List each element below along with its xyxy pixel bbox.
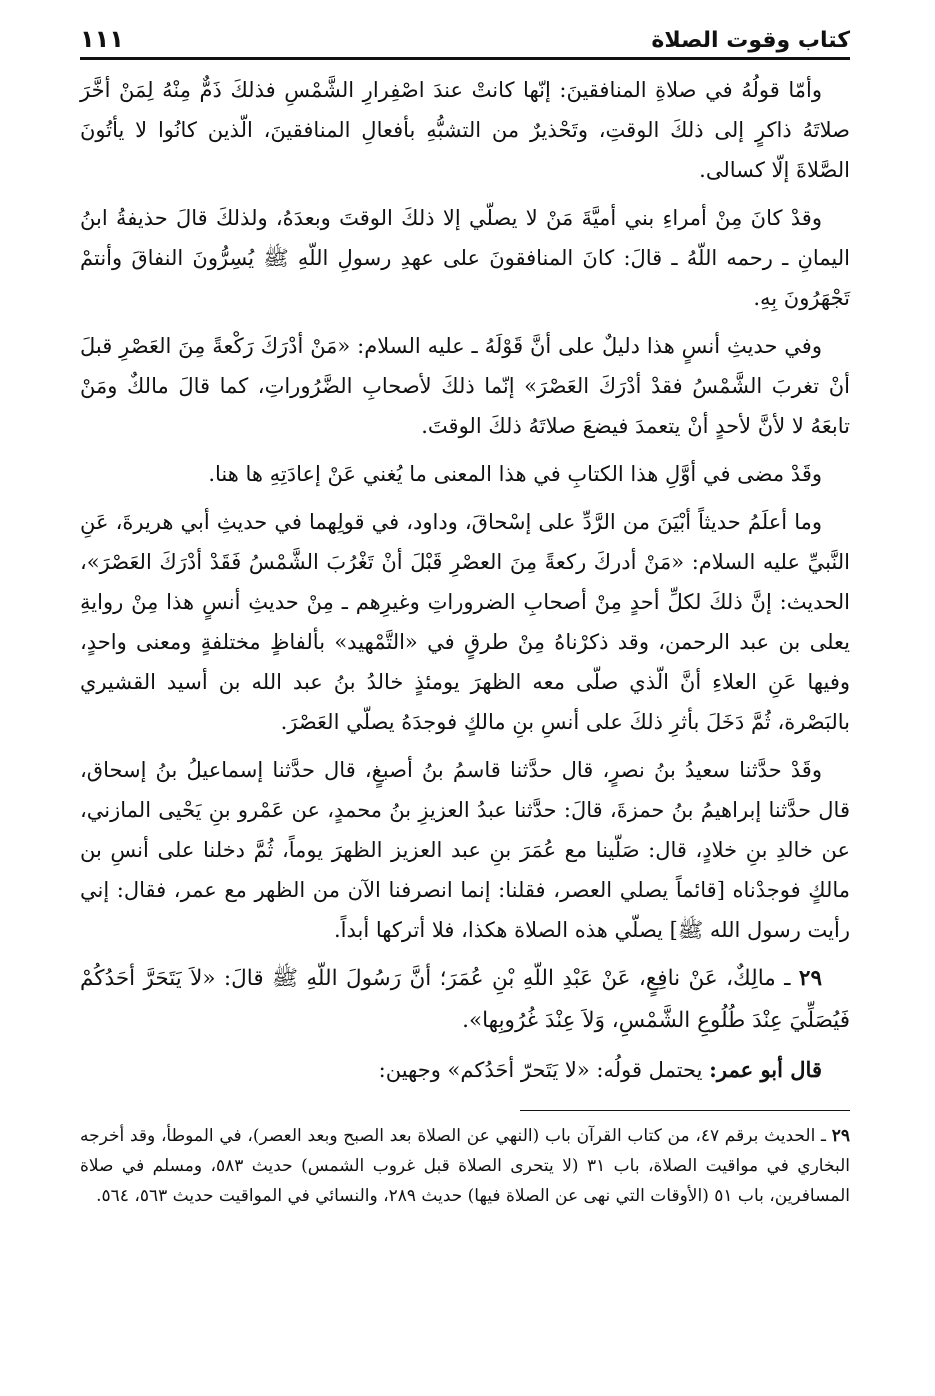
hadith-text (80, 958, 850, 1042)
commentary-speaker: قال أبو عمر: (709, 1057, 822, 1082)
paragraph: وقَدْ حدَّثنا سعيدُ بنُ نصرٍ، قال حدَّثنا قاسمُ بنُ أصبغٍ، قال حدَّثنا إسماعيلُ بنُ إسحاق، قال حدَّثنا إبراهيمُ بنُ حمزةَ، قالَ: حدَّثنا عبدُ العزيزِ بنُ محمدٍ، عن عَمْرو بنِ يَحْيى المازني، عن خالدِ بنِ خلادٍ، قال: صَلّينا مع عُمَرَ بنِ عبد العزيز الظهرَ يوماً، ثُمَّ دخلنا على أنسِ بن مالكٍ فوجدْناه [قائماً يصلي العصر، فقلنا: إنما انصرفنا الآن من الظهر مع عمر، فقال: إني رأيت رسول الله ﷺ] يصلّي هذه الصلاة هكذا، فلا أتركها أبداً. (80, 758, 850, 942)
commentary-text: يحتمل قولُه: «لا يَتَحرّ أحَدُكم» وجهين: (378, 1058, 703, 1082)
page-number: ١١١ (80, 25, 124, 53)
running-header (80, 22, 850, 60)
hadith-body: ـ مالِكٌ، عَنْ نافِعٍ، عَنْ عَبْدِ اللّهِ بْنِ عُمَرَ؛ أنَّ رَسُولَ اللّهِ ﷺ قالَ: «لاَ يَتَحَرَّ أحَدُكُمْ فَيُصَلِّيَ عِنْدَ طُلُوعِ الشَّمْسِ، وَلاَ عِنْدَ غُرُوبِها». (80, 966, 850, 1033)
paragraph: وقَدْ مضى في أوَّلِ هذا الكتابِ في هذا المعنى ما يُغني عَنْ إعادَتِهِ ها هنا. (208, 462, 822, 486)
footnote-number: ٢٩ (831, 1126, 851, 1146)
footnote-divider (520, 1110, 850, 1111)
paragraph: وقدْ كانَ مِنْ أمراءِ بني أميَّةَ مَنْ لا يصلّي إلا ذلكَ الوقتَ وبعدَهُ، ولذلكَ قالَ حذيفةُ ابنُ اليمانِ ـ رحمه اللّهُ ـ قالَ: كانَ المنافقونَ على عهدِ رسولِ اللّهِ ﷺ يُسِرُّونَ النفاقَ وأنتمْ تَجْهَرُونَ بِهِ. (80, 206, 850, 310)
paragraph: وما أعلَمُ حديثاً أبْيَنَ من الرَّدِّ على إسْحاقَ، وداود، في قولِهما في حديثِ أبي هريرةَ، عَنِ النَّبيِّ عليه السلام: «مَنْ أدركَ ركعةً مِنَ العصْرِ قَبْلَ أنْ تَغْرُبَ الشَّمْسُ فَقَدْ أدْرَكَ العَصْرَ»، الحديث: إنَّ ذلكَ لكلِّ أحدٍ مِنْ أصحابِ الضروراتِ وغيرِهم ـ مِنْ حديثِ أنسٍ هذا مِنْ روايةِ يعلى بن عبد الرحمن، وقد ذكرْناهُ مِنْ طرقٍ في «التَّمْهيد» بألفاظٍ مختلفةٍ ومعنى واحدٍ، وفيها عَنِ العلاءِ أنَّ الّذي صلّى معه الظهرَ يومئذٍ خالدُ بنُ عبد الله بن أسيد القشيري بالبَصْرة، ثُمَّ دَخَلَ بأثرِ ذلكَ على أنسِ بنِ مالكٍ فوجدَهُ يصلّي العَصْرَ. (80, 510, 850, 734)
book-title: كتاب وقوت الصلاة (651, 28, 850, 53)
footnote (80, 1121, 850, 1211)
main-text (80, 70, 850, 1090)
paragraph: وأمّا قولُهُ في صلاةِ المنافقينَ: إنّها كانتْ عندَ اصْفِرارِ الشَّمْسِ فذلكَ ذَمٌّ مِنْهُ لِمَنْ أخَّرَ صلاتَهُ ذاكرٍ إلى ذلكَ الوقتِ، وتَحْذيرٌ من التشبُّهِ بأفعالِ المنافقينَ، الّذين كانُوا لا يأتُونَ الصَّلاةَ إلّا كسالى. (80, 78, 850, 182)
footnotes (80, 1121, 850, 1211)
commentary-line (80, 1050, 850, 1090)
book-page (80, 22, 850, 1372)
paragraph: وفي حديثِ أنسٍ هذا دليلٌ على أنَّ قَوْلَهُ ـ عليه السلام: «مَنْ أدْرَكَ رَكْعةً مِنَ العَصْرِ قبلَ أنْ تغربَ الشَّمْسُ فقدْ أدْرَكَ العَصْرَ» إنّما ذلكَ لأصحابِ الضَّرُوراتِ، كما قالَ مالكٌ ومَنْ تابعَهُ لا لأنَّ لأحدٍ أنْ يتعمدَ فيضعَ صلاتَهُ ذلكَ الوقتَ. (80, 334, 850, 438)
footnote-text: ـ الحديث برقم ٤٧، من كتاب القرآن باب (النهي عن الصلاة بعد الصبح وبعد العصر)، في الموطأ، وقد أخرجه البخاري في مواقيت الصلاة، باب ٣١ (لا يتحرى الصلاة قبل غروب الشمس) حديث ٥٨٣، ومسلم في صلاة المسافرين، باب ٥١ (الأوقات التي نهى عن الصلاة فيها) حديث ٢٨٩، والنسائي في المواقيت حديث ٥٦٣، ٥٦٤. (80, 1126, 850, 1206)
hadith-number: ٢٩ (798, 966, 822, 991)
